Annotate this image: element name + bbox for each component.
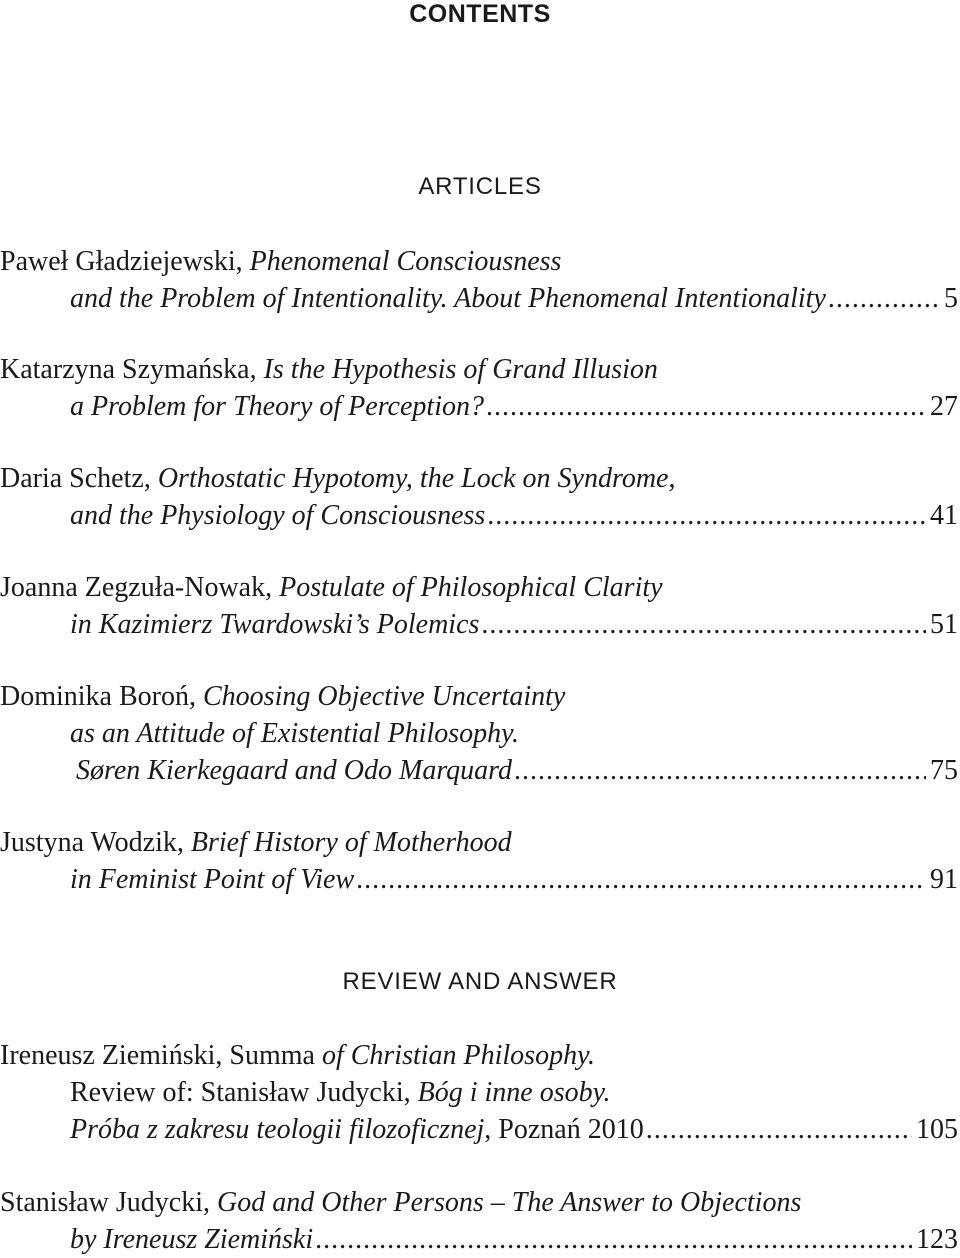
entry-title: in Kazimierz Twardowski’s Polemics: [70, 609, 480, 640]
entry-title: as an Attitude of Existential Philosophy.: [70, 718, 520, 749]
toc-entry[interactable]: [0, 1037, 958, 1148]
entry-title: Brief History of Motherhood: [190, 827, 512, 858]
entry-title: and the Physiology of Consciousness: [70, 500, 486, 531]
toc-entry[interactable]: [0, 678, 958, 789]
dot-leader: [486, 388, 926, 425]
entry-title: God and Other Persons – The Answer to Objections: [217, 1187, 802, 1218]
entry-page-number: 75: [930, 755, 958, 786]
entry-title: by Ireneusz Ziemiński: [70, 1224, 314, 1255]
entry-title: a Problem for Theory of Perception?: [70, 391, 484, 422]
contents-title: CONTENTS: [409, 0, 551, 28]
toc-entry[interactable]: [0, 824, 958, 898]
entry-author: Joanna Zegzuła-Nowak,: [0, 572, 273, 603]
dot-leader: [828, 280, 940, 317]
entry-page-number: 105: [916, 1114, 958, 1145]
dot-leader: [356, 861, 926, 898]
entry-title: in Feminist Point of View: [70, 864, 355, 895]
entry-page-number: 91: [930, 864, 958, 895]
section-title-articles: ARTICLES: [418, 173, 542, 200]
toc-entry[interactable]: [0, 351, 958, 425]
entry-title: Choosing Objective Uncertainty: [203, 681, 566, 712]
book-subtitle: Próba z zakresu teologii filozoficznej: [70, 1114, 485, 1145]
toc-entry[interactable]: [0, 569, 958, 643]
entry-author: Dominika Boroń,: [0, 681, 196, 712]
entry-title: Phenomenal Consciousness: [249, 246, 562, 277]
entry-page-number: 41: [930, 500, 958, 531]
entry-author: Ireneusz Ziemiński,: [0, 1040, 223, 1071]
entry-author: Paweł Gładziejewski,: [0, 246, 243, 277]
toc-entry[interactable]: [0, 1184, 958, 1258]
entry-page-number: 27: [930, 391, 958, 422]
entry-page-number: 5: [944, 283, 958, 314]
entry-page-number: 51: [930, 609, 958, 640]
entry-title: of Christian Philosophy.: [321, 1040, 595, 1071]
entry-author: Katarzyna Szymańska,: [0, 354, 257, 385]
toc-entry[interactable]: [0, 243, 958, 317]
entry-author: Daria Schetz,: [0, 463, 151, 494]
entry-author: Justyna Wodzik,: [0, 827, 184, 858]
dot-leader: [487, 497, 926, 534]
section-title-review: REVIEW AND ANSWER: [342, 968, 618, 995]
entry-title: Søren Kierkegaard and Odo Marquard: [76, 755, 513, 786]
dot-leader: [481, 606, 926, 643]
book-title: Bóg i inne osoby.: [417, 1077, 611, 1108]
entry-title: Postulate of Philosophical Clarity: [279, 572, 663, 603]
place-year: , Poznań 2010: [484, 1114, 644, 1145]
dot-leader: [315, 1221, 912, 1258]
entry-page-number: 123: [916, 1224, 958, 1255]
review-of-label: Review of: Stanisław Judycki,: [70, 1077, 411, 1108]
entry-title: and the Problem of Intentionality. About Phenomenal Intentionality: [70, 283, 826, 314]
entry-author: Stanisław Judycki,: [0, 1187, 210, 1218]
entry-title: Is the Hypothesis of Grand Illusion: [263, 354, 658, 385]
toc-entry[interactable]: [0, 460, 958, 534]
entry-title-summa: Summa: [229, 1040, 315, 1071]
dot-leader: [646, 1111, 912, 1148]
dot-leader: [514, 752, 926, 789]
entry-title: Orthostatic Hypotomy, the Lock on Syndrome,: [157, 463, 676, 494]
